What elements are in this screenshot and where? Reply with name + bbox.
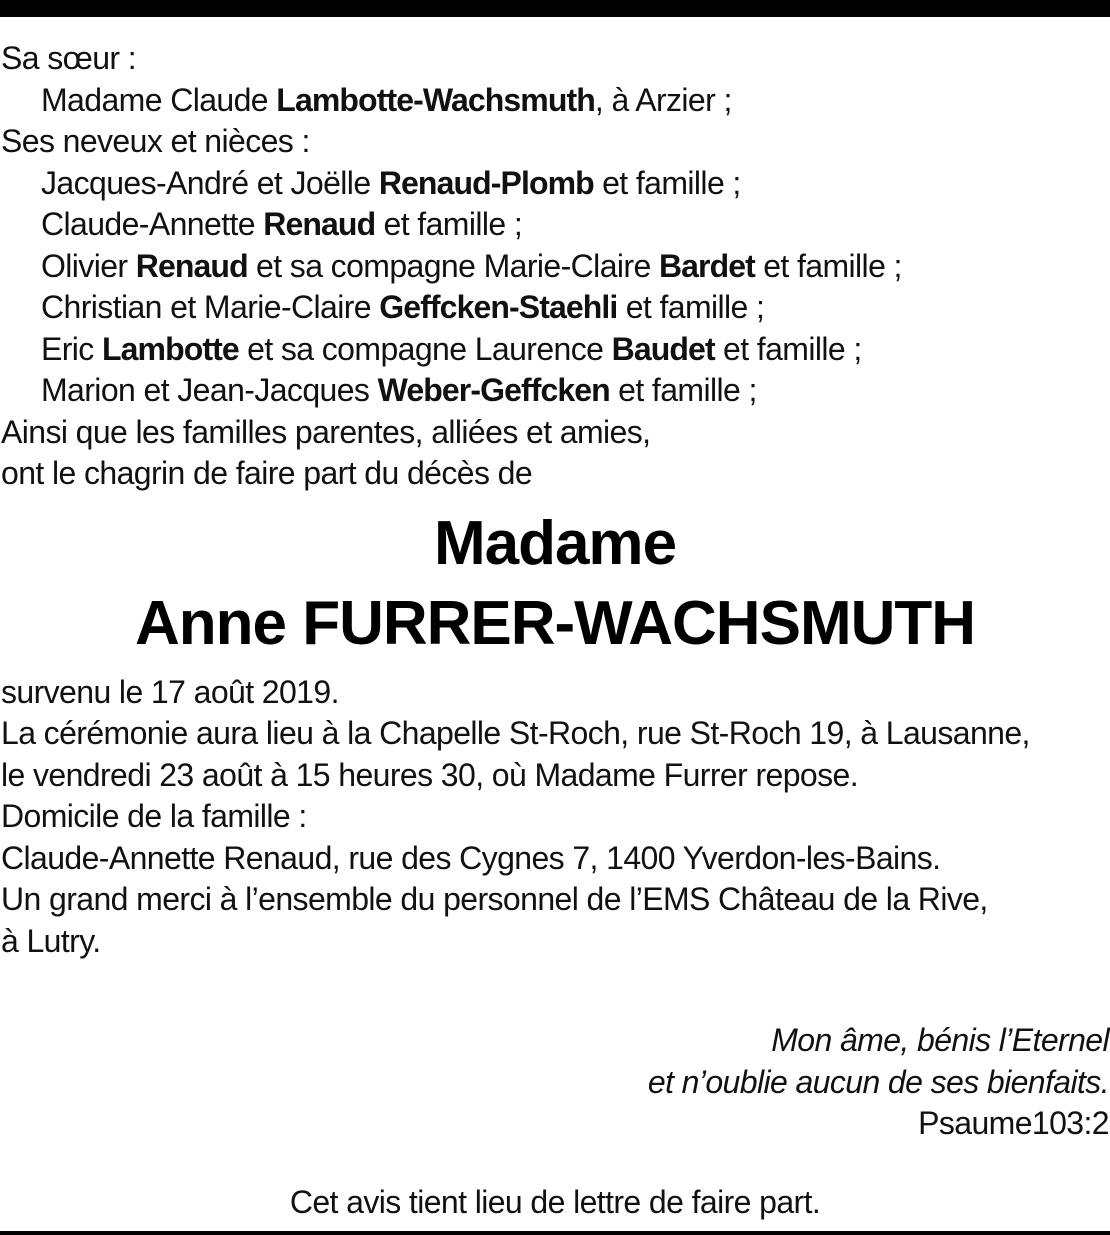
quote-line: et n’oublie aucun de ses bienfaits.	[647, 1063, 1109, 1100]
deceased-name: Anne FURRER-WACHSMUTH	[134, 588, 976, 658]
deceased-name-block	[1, 504, 1109, 664]
details-block	[1, 672, 1109, 963]
footer-note: Cet avis tient lieu de lettre de faire part.	[289, 1183, 821, 1220]
deceased-title: Madame	[433, 508, 677, 578]
relatives-line: Ainsi que les familles parentes, alliées et amies,	[1, 413, 651, 450]
bottom-rule	[0, 1231, 1110, 1235]
nephew-entry: Olivier Renaud et sa compagne Marie-Claire Bardet et famille ;	[41, 247, 902, 284]
sister-heading: Sa sœur :	[1, 40, 137, 76]
sister-surname: Lambotte-Wachsmuth	[276, 81, 595, 118]
detail-line: survenu le 17 août 2019.	[1, 673, 339, 710]
detail-line: Un grand merci à l’ensemble du personnel de l’EMS Château de la Rive,	[1, 881, 988, 917]
quote-reference: Psaume103:2	[918, 1105, 1109, 1141]
detail-line: La cérémonie aura lieu à la Chapelle St-Roch, rue St-Roch 19, à Lausanne,	[1, 715, 1030, 751]
announcement-line: ont le chagrin de faire part du décès de	[1, 455, 533, 491]
quote-line: Mon âme, bénis l’Eternel	[771, 1022, 1109, 1058]
nephew-entry: Jacques-André et Joëlle Renaud-Plomb et famille ;	[41, 164, 741, 201]
sister-entry: Madame Claude Lambotte-Wachsmuth, à Arzier ;	[41, 81, 732, 118]
obituary-notice	[1, 38, 1109, 1223]
detail-line: Claude-Annette Renaud, rue des Cygnes 7, 1400 Yverdon-les-Bains.	[1, 839, 941, 876]
scripture-quote	[1, 1020, 1109, 1145]
detail-line: le vendredi 23 août à 15 heures 30, où Madame Furrer repose.	[1, 756, 858, 793]
nephews-heading: Ses neveux et nièces :	[1, 123, 310, 159]
nephew-entry: Claude-Annette Renaud et famille ;	[41, 206, 523, 242]
nephew-entry: Christian et Marie-Claire Geffcken-Staehli et famille ;	[41, 289, 765, 325]
nephew-entry: Marion et Jean-Jacques Weber-Geffcken et famille ;	[41, 372, 757, 408]
nephew-entry: Eric Lambotte et sa compagne Laurence Baudet et famille ;	[41, 330, 862, 367]
top-rule	[0, 0, 1110, 17]
detail-line: Domicile de la famille :	[1, 798, 307, 834]
detail-line: à Lutry.	[1, 922, 101, 959]
